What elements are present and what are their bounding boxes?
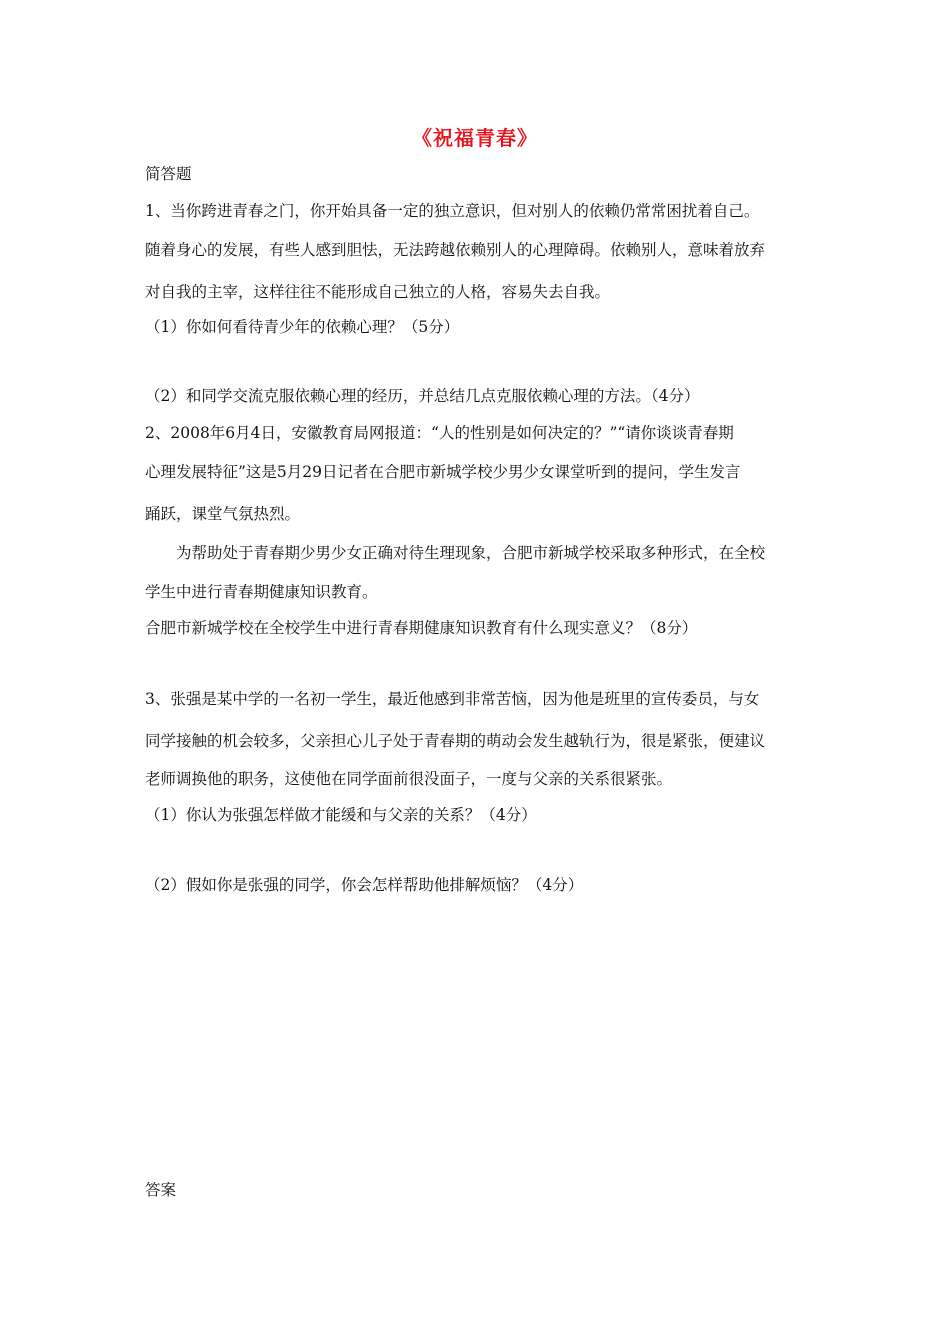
document-title: 《祝福青春》 [412, 126, 538, 150]
q1-subquestion-2: （2）和同学交流克服依赖心理的经历，并总结几点克服依赖心理的方法。（4分） [145, 387, 700, 405]
q1-line-2: 随着身心的发展，有些人感到胆怯，无法跨越依赖别人的心理障碍。依赖别人，意味着放弃 [145, 241, 766, 259]
q1-line-1: 1、当你跨进青春之门，你开始具备一定的独立意识，但对别人的依赖仍常常困扰着自己。 [145, 202, 760, 220]
q3-line-1: 3、张强是某中学的一名初一学生，最近他感到非常苦恼，因为他是班里的宣传委员，与女 [145, 690, 760, 708]
q3-line-2: 同学接触的机会较多，父亲担心儿子处于青春期的萌动会发生越轨行为，很是紧张，便建议 [145, 732, 766, 750]
q2-line-3: 踊跃，课堂气氛热烈。 [145, 505, 301, 523]
answer-label: 答案 [145, 1181, 177, 1199]
q3-subquestion-2: （2）假如你是张强的同学，你会怎样帮助他排解烦恼？（4分） [145, 876, 584, 894]
q2-question: 合肥市新城学校在全校学生中进行青春期健康知识教育有什么现实意义？（8分） [145, 619, 698, 637]
q2-line-4: 为帮助处于青春期少男少女正确对待生理现象，合肥市新城学校采取多种形式，在全校 [145, 544, 766, 562]
q2-line-5: 学生中进行青春期健康知识教育。 [145, 583, 378, 601]
q3-line-3: 老师调换他的职务，这使他在同学面前很没面子，一度与父亲的关系很紧张。 [145, 770, 673, 788]
q2-line-2: 心理发展特征”这是5月29日记者在合肥市新城学校少男少女课堂听到的提问，学生发言 [145, 463, 741, 481]
section-heading: 简答题 [145, 165, 192, 183]
q1-subquestion-1: （1）你如何看待青少年的依赖心理？（5分） [145, 318, 460, 336]
q2-line-1: 2、2008年6月4日，安徽教育局网报道：“人的性别是如何决定的？”“请你谈谈青春期 [145, 424, 734, 442]
q3-subquestion-1: （1）你认为张强怎样做才能缓和与父亲的关系？（4分） [145, 806, 537, 824]
q1-line-3: 对自我的主宰，这样往往不能形成自己独立的人格，容易失去自我。 [145, 283, 611, 301]
